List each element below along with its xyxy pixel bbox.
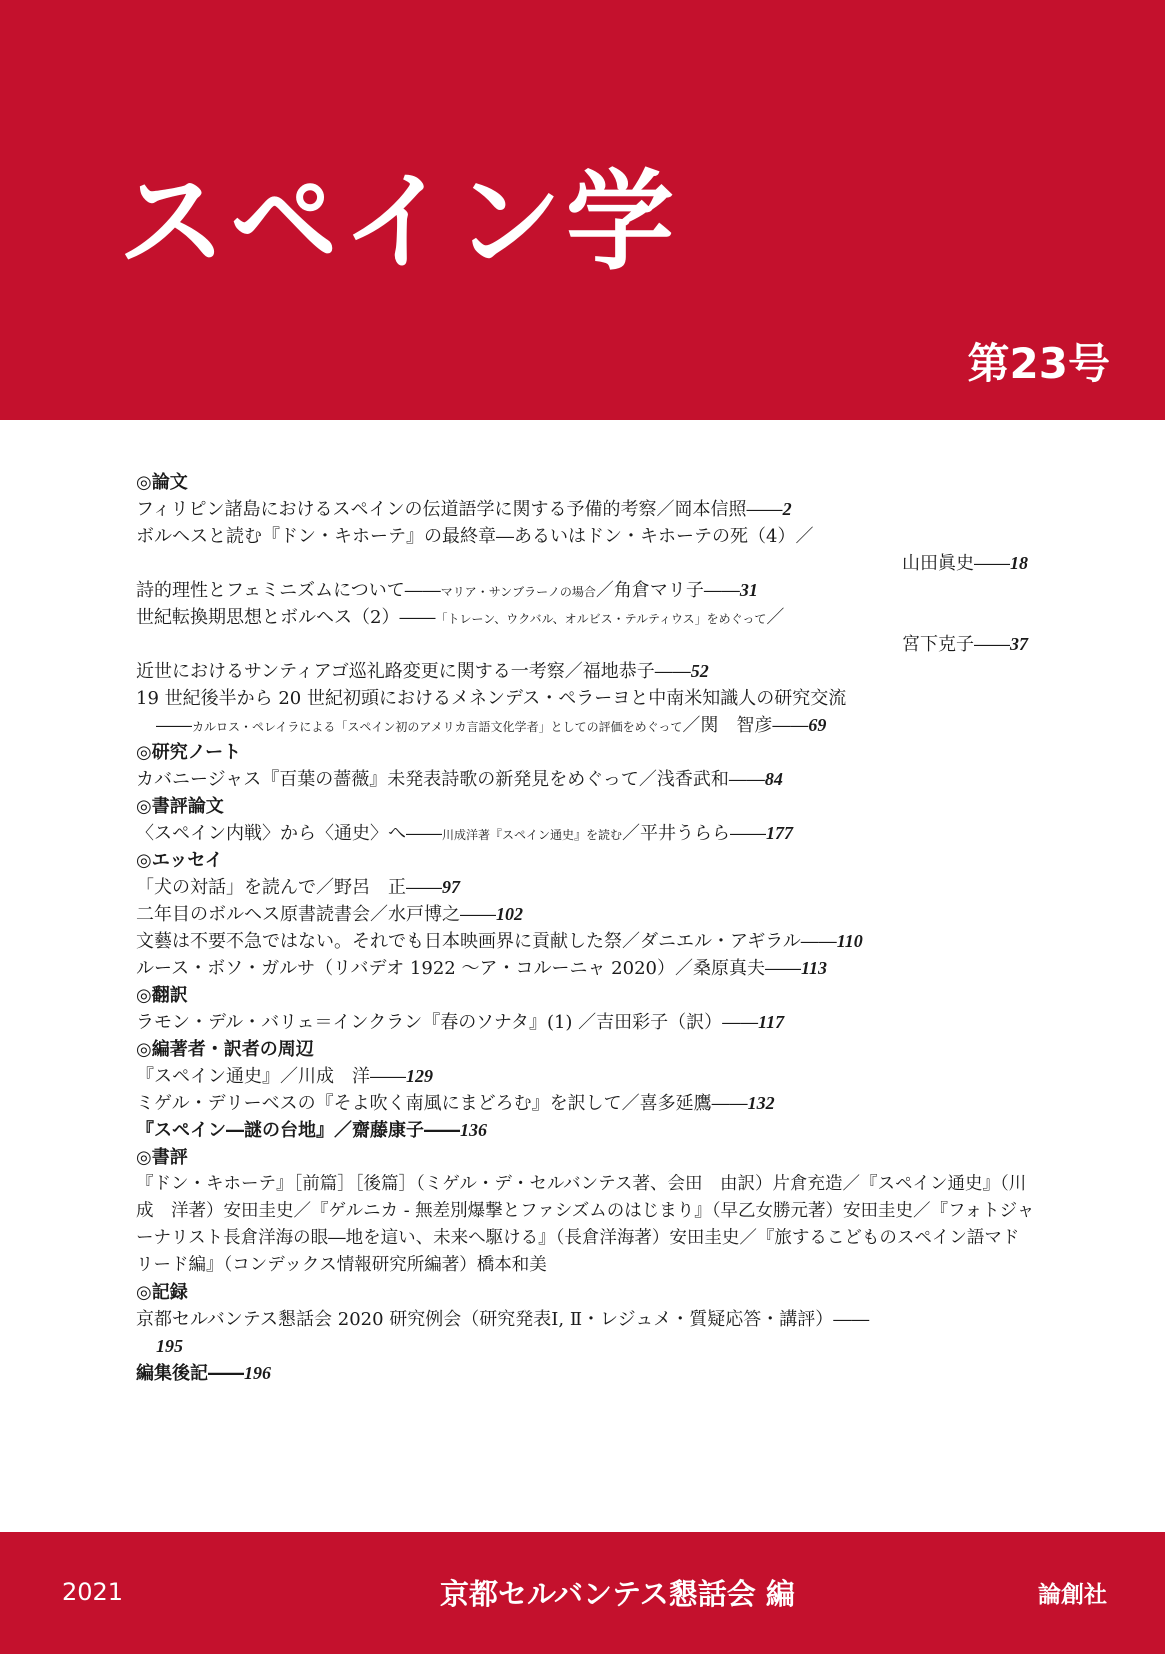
- section-heading-essay: ◎エッセイ: [136, 850, 223, 871]
- toc-entry[interactable]: [136, 1306, 1036, 1333]
- publication-year: 2021: [62, 1578, 124, 1606]
- entry-text: 19 世紀後半から 20 世紀初頭におけるメネンデス・ペラーヨと中南米知識人の研究交流: [136, 688, 847, 709]
- section-heading-around-authors: ◎編著者・訳者の周辺: [136, 1039, 314, 1060]
- entry-text: ミゲル・デリーベスの『そよ吹く南風にまどろむ』を訳して／喜多延鷹――: [136, 1093, 748, 1114]
- page-number: 69: [808, 715, 827, 735]
- page-number: 136: [460, 1120, 487, 1140]
- editor-credit: 京都セルバンテス懇話会 編: [440, 1577, 795, 1611]
- toc-entry[interactable]: [136, 496, 1036, 523]
- toc-entry[interactable]: [136, 928, 1036, 955]
- page-number: 2: [782, 499, 792, 519]
- entry-text: カバニージャス『百葉の薔薇』未発表詩歌の新発見をめぐって／浅香武和――: [136, 769, 765, 790]
- entry-text: ボルヘスと読む『ドン・キホーテ』の最終章―あるいはドン・キホーテの死（4）／: [136, 526, 814, 547]
- toc-entry[interactable]: [136, 685, 1036, 712]
- page-number: 37: [1010, 634, 1028, 654]
- section-heading-translation: ◎翻訳: [136, 985, 188, 1006]
- page-number: 177: [766, 823, 794, 843]
- entry-text: 詩的理性とフェミニズムについて――: [136, 580, 441, 601]
- entry-text: 世紀転換期思想とボルヘス（2）――: [136, 607, 436, 628]
- toc-entry[interactable]: [136, 1117, 1036, 1144]
- toc-entry[interactable]: [136, 901, 1036, 928]
- entry-author: ／関 智彦――: [682, 715, 809, 736]
- page-number: 97: [442, 877, 460, 897]
- entry-text: 文藝は不要不急ではない。それでも日本映画界に貢献した祭／ダニエル・アギラル――: [136, 931, 837, 952]
- page-number: 31: [739, 580, 758, 600]
- book-reviews-paragraph: 『ドン・キホーテ』［前篇］［後篇］（ミゲル・デ・セルバンテス著、会田 由訳）片倉充造／『スペイン通史』（川成 洋著）安田圭史／『ゲルニカ - 無差別爆撃とファシズムのはじまり』（早乙女勝元著）安田圭史／『フォトジャーナリスト長倉洋海の眼―地を這い、未来へ駆ける』（長倉洋海著）安田圭史／『旅するこどものスペイン語マドリード編』（コンデックス情報研究所編著）橋本和美: [136, 1174, 1035, 1275]
- entry-text: フィリピン諸島におけるスペインの伝道語学に関する予備的考察／岡本信照――: [136, 499, 783, 520]
- page-number: 84: [764, 769, 783, 789]
- toc-entry-subtitle-line: [136, 712, 1036, 739]
- toc-entry[interactable]: [136, 577, 1036, 604]
- entry-subtitle: 川成洋著『スペイン通史』を読む: [442, 828, 623, 842]
- entry-text: 二年目のボルヘス原書読書会／水戸博之――: [136, 904, 496, 925]
- page-number: 102: [496, 904, 523, 924]
- entry-subtitle: マリア・サンブラーノの場合: [440, 585, 596, 599]
- toc-entry-author-line: [136, 550, 1036, 577]
- page-number: 196: [244, 1363, 271, 1383]
- publisher-name: 論創社: [1038, 1582, 1107, 1608]
- entry-text: 京都セルバンテス懇話会 2020 研究例会（研究発表Ⅰ, Ⅱ・レジュメ・質疑応答・講評）――: [136, 1309, 870, 1330]
- toc-entry[interactable]: [136, 604, 1036, 631]
- entry-author: 宮下克子――: [902, 634, 1010, 655]
- toc-entry[interactable]: [136, 523, 1036, 550]
- toc-entry-afterword[interactable]: [136, 1360, 1036, 1387]
- toc-entry[interactable]: [136, 874, 1036, 901]
- journal-title: スペイン学: [118, 159, 679, 285]
- toc-entry[interactable]: [136, 658, 1036, 685]
- entry-author: ／角倉マリ子――: [595, 580, 740, 601]
- entry-author: ／平井うらら――: [622, 823, 767, 844]
- page-number: 132: [747, 1093, 775, 1113]
- page-number: 113: [800, 958, 827, 978]
- issue-number: 第23号: [967, 339, 1110, 388]
- entry-text: ルース・ボソ・ガルサ（リバデオ 1922 ～ア・コルーニャ 2020）／桑原真夫――: [136, 958, 801, 979]
- section-heading-book-reviews: ◎書評: [136, 1147, 188, 1168]
- entry-text: 編集後記――: [136, 1363, 244, 1384]
- entry-author: 山田眞史――: [902, 553, 1010, 574]
- toc-entry-author-line: [136, 631, 1036, 658]
- entry-text: 〈スペイン内戦〉から〈通史〉へ――: [136, 823, 442, 844]
- page-number: 18: [1010, 553, 1028, 573]
- section-heading-papers: ◎論文: [136, 472, 188, 493]
- entry-text: 近世におけるサンティアゴ巡礼路変更に関する一考察／福地恭子――: [136, 661, 691, 682]
- section-heading-research-note: ◎研究ノート: [136, 742, 242, 763]
- toc-entry[interactable]: [136, 955, 1036, 982]
- entry-slash: ／: [766, 607, 785, 628]
- toc-entry[interactable]: [136, 1063, 1036, 1090]
- section-heading-review-article: ◎書評論文: [136, 796, 224, 817]
- entry-text: 『スペイン通史』／川成 洋――: [136, 1066, 406, 1087]
- entry-dash: ――: [156, 715, 192, 736]
- entry-subtitle: カルロス・ペレイラによる「スペイン初のアメリカ言語文化学者」としての評価をめぐって: [192, 720, 683, 734]
- page-number: 117: [758, 1012, 785, 1032]
- entry-subtitle: 「トレーン、ウクバル、オルビス・テルティウス」をめぐって: [435, 612, 767, 626]
- table-of-contents: [136, 469, 1036, 1387]
- toc-entry-page-line: [136, 1333, 1036, 1360]
- section-heading-record: ◎記録: [136, 1282, 188, 1303]
- toc-entry[interactable]: [136, 1009, 1036, 1036]
- page-number: 110: [836, 931, 863, 951]
- entry-text: 「犬の対話」を読んで／野呂 正――: [136, 877, 442, 898]
- toc-entry[interactable]: [136, 1090, 1036, 1117]
- page-number: 195: [156, 1336, 183, 1356]
- toc-entry[interactable]: [136, 820, 1036, 847]
- toc-entry[interactable]: [136, 766, 1036, 793]
- page-number: 52: [690, 661, 709, 681]
- entry-text: 『スペイン―謎の台地』／齋藤康子――: [136, 1120, 460, 1141]
- entry-text: ラモン・デル・バリェ＝インクラン『春のソナタ』(1) ／吉田彩子（訳）――: [136, 1012, 759, 1033]
- page-number: 129: [406, 1066, 433, 1086]
